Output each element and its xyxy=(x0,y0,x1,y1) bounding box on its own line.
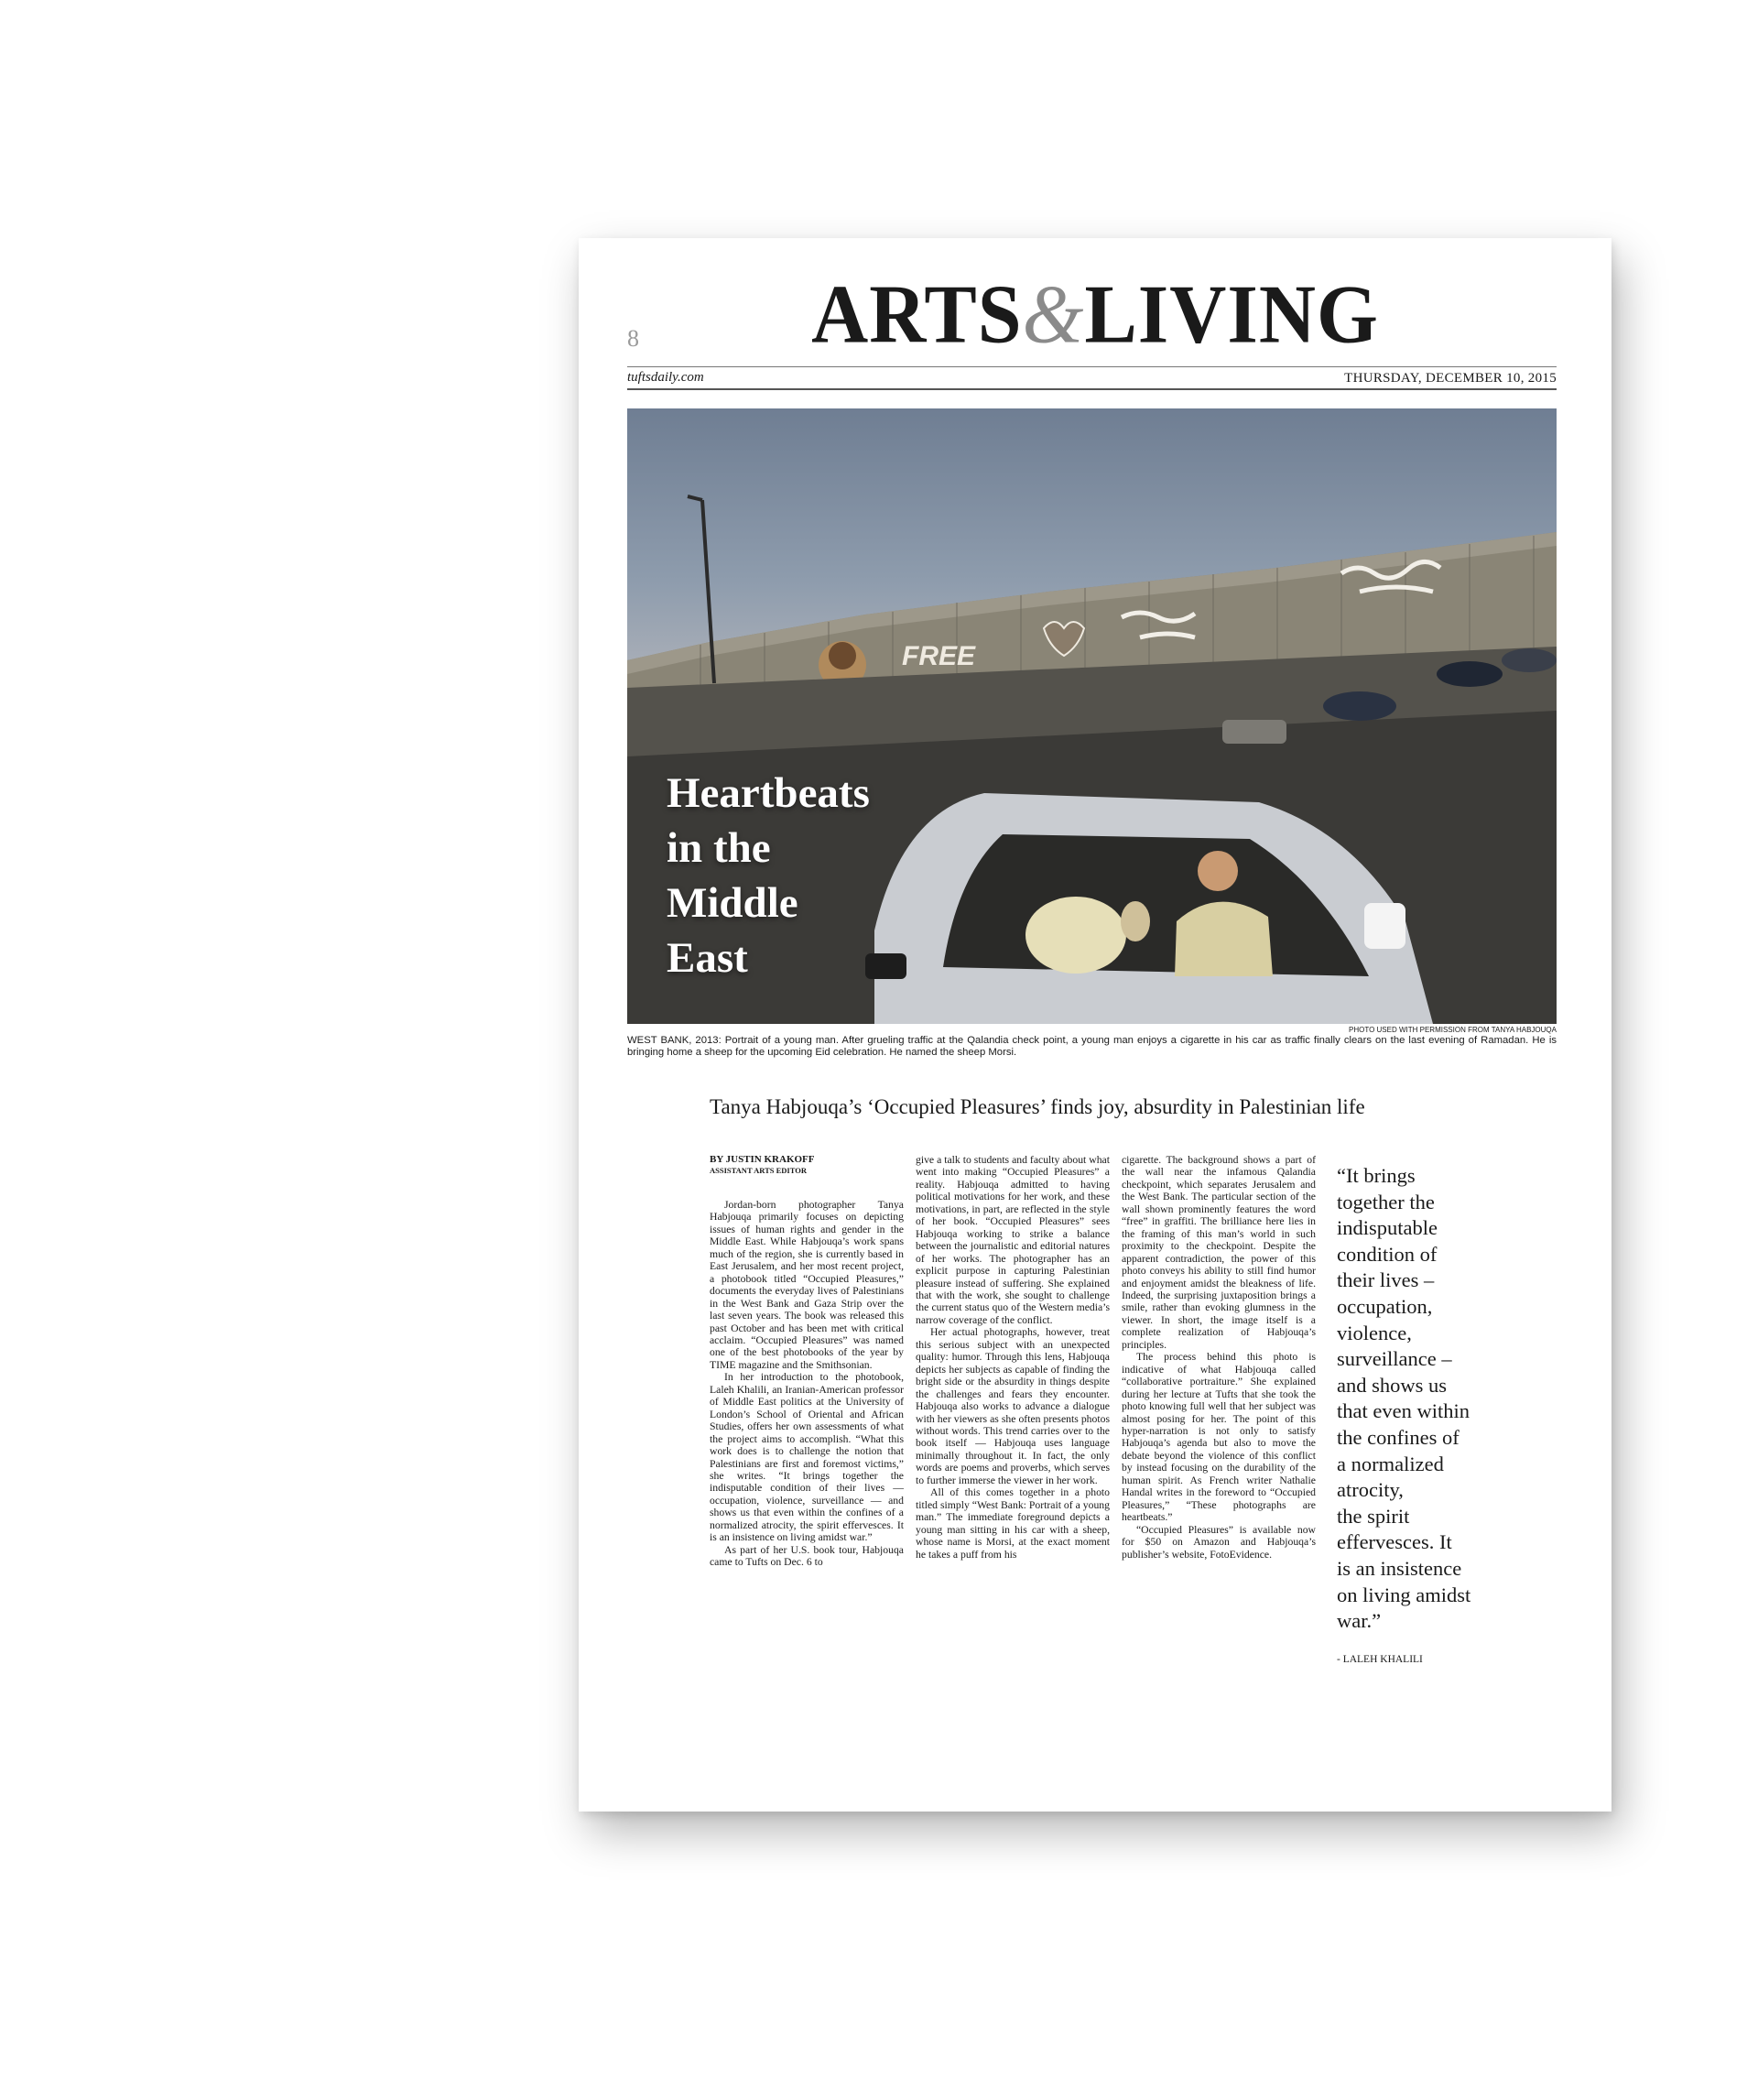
pull-quote-line: surveillance – xyxy=(1337,1347,1452,1371)
pull-quote-line: their lives – xyxy=(1337,1268,1435,1292)
photo-caption: WEST BANK, 2013: Portrait of a young man. After grueling traffic at the Qalandia check point, a young man enjoys a cigarette in his car as traffic finally clears on the last evening of Ramadan. He is bringing home a sheep for the upcoming Eid celebration. He named the sheep Morsi. xyxy=(627,1035,1557,1058)
pull-quote xyxy=(1337,1163,1497,1635)
pull-quote-line: condition of xyxy=(1337,1242,1438,1266)
pull-quote-line: atrocity, xyxy=(1337,1478,1404,1502)
pull-quote-line: together the xyxy=(1337,1190,1435,1213)
paragraph: All of this comes together in a photo titled simply “West Bank: Portrait of a young man.” The immediate foreground depicts a young man sitting in his car with a sheep, whose name is Morsi, at the exact moment he takes a puff from his xyxy=(916,1486,1110,1561)
paragraph: Her actual photographs, however, treat this serious subject with an unexpected quality: humor. Through this lens, Habjouqa depicts her subjects as capable of finding the bright side or the absurdity in things despite the challenges and fears they encounter. Habjouqa also works to advance a dialogue with her viewers as she often presents photos without words. This trend carries over to the book itself — Habjouqa uses language minimally throughout it. In fact, the only words are poems and proverbs, which serves to further immerse the viewer in her work. xyxy=(916,1326,1110,1486)
paragraph: In her introduction to the photobook, Laleh Khalili, an Iranian-American professor of Middle East politics at the University of London’s School of Oriental and African Studies, offers her own assessments of what the project aims to accomplish. “What this work does is to challenge the notion that Palestinians are first and foremost victims,” she writes. “It brings together the indisputable condition of their lives — occupation, violence, surveillance — and shows us that even within the confines of a normalized atrocity, the spirit effervesces. It is an insistence on living amidst war.” xyxy=(710,1371,904,1544)
website-link[interactable]: tuftsdaily.com xyxy=(627,370,704,385)
paragraph: cigarette. The background shows a part of the wall near the infamous Qalandia checkpoint, which separates Jerusalem and the West Bank. The particular section of the wall shown prominently features the word “free” in graffiti. The brilliance here lies in the framing of this man’s world in such proximity to the checkpoint. Despite the apparent contradiction, the power of this photo conveys his ability to still find humor and enjoyment amidst the bleakness of life. Indeed, the surprising juxtaposition brings a smile, rather than evoking glumness in the viewer. In short, the image itself is a complete realization of Habjouqa’s principles. xyxy=(1122,1154,1316,1351)
headline-line: in the xyxy=(667,824,771,872)
pull-quote-line: is an insistence xyxy=(1337,1556,1462,1580)
headline-line: East xyxy=(667,934,748,982)
masthead-rule-bottom xyxy=(627,388,1557,390)
graffiti-free-text: FREE xyxy=(902,641,976,671)
pull-quote-line: a normalized xyxy=(1337,1452,1444,1475)
pull-quote-line: war.” xyxy=(1337,1609,1382,1633)
young-man xyxy=(1198,851,1238,891)
masthead-rule-top xyxy=(627,366,1557,367)
paragraph: The process behind this photo is indicative of what Habjouqa called “collaborative portraiture.” She explained during her lecture at Tufts that she took the photo knowing full well that her subject was almost posing for her. The point of this hyper-narration is not only to satisfy Habjouqa’s agenda but also to move the debate beyond the violence of this conflict by instead focusing on the durability of the human spirit. As French writer Nathalie Handal writes in the foreword to “Occupied Pleasures,” “These photographs are heartbeats.” xyxy=(1122,1351,1316,1524)
pull-quote-line: “It brings xyxy=(1337,1164,1416,1187)
paragraph: Jordan-born photographer Tanya Habjouqa primarily focuses on depicting issues of human rights and gender in the Middle East. While Habjouqa’s work spans much of the region, she is currently based in East Jerusalem, and her most recent project, a photobook titled “Occupied Pleasures,” documents the everyday lives of Palestinians in the West Bank and Gaza Strip over the last seven years. The book was released this past October and has been met with critical acclaim. “Occupied Pleasures” was named one of the best photobooks of the year by TIME magazine and the Smithsonian. xyxy=(710,1199,904,1371)
article-deck: Tanya Habjouqa’s ‘Occupied Pleasures’ finds joy, absurdity in Palestinian life xyxy=(710,1095,1365,1118)
pull-quote-line: the spirit xyxy=(1337,1504,1410,1528)
pull-quote-line: indisputable xyxy=(1337,1216,1438,1240)
author-name: BY JUSTIN KRAKOFF xyxy=(710,1154,815,1165)
pull-quote-line: that even within xyxy=(1337,1399,1470,1423)
sheep xyxy=(1026,897,1126,974)
feature-photo xyxy=(627,408,1557,1024)
pull-quote-line: occupation, xyxy=(1337,1294,1433,1318)
masthead-arts: ARTS xyxy=(811,267,1023,361)
paragraph: As part of her U.S. book tour, Habjouqa came to Tufts on Dec. 6 to xyxy=(710,1543,904,1569)
byline xyxy=(710,1154,911,1176)
pull-quote-line: the confines of xyxy=(1337,1425,1460,1449)
photo-credit: PHOTO USED WITH PERMISSION FROM TANYA HABJOUQA xyxy=(1349,1026,1557,1034)
paragraph: “Occupied Pleasures” is available now for $50 on Amazon and Habjouqa’s publisher’s website, FotoEvidence. xyxy=(1122,1523,1316,1561)
article-column-2 xyxy=(916,1154,1110,1561)
pull-quote-attribution: - LALEH KHALILI xyxy=(1337,1654,1423,1665)
section-masthead xyxy=(579,267,1612,361)
masthead-ampersand: & xyxy=(1022,267,1085,361)
author-title: ASSISTANT ARTS EDITOR xyxy=(710,1166,807,1175)
paragraph: give a talk to students and faculty about what went into making “Occupied Pleasures” a reality. Habjouqa admitted to having political motivations for her work, and these motivations, in part, are reflected in the style of her book. “Occupied Pleasures” sees Habjouqa working to strike a balance between the journalistic and editorial natures of her works. The photographer has an explicit purpose in capturing Palestinian pleasure instead of suffering. She explained that with the work, she sought to challenge the current status quo of the Western media’s narrow coverage of the conflict. xyxy=(916,1154,1110,1326)
article-column-3 xyxy=(1122,1154,1316,1561)
pull-quote-line: violence, xyxy=(1337,1321,1412,1344)
issue-date: THURSDAY, DECEMBER 10, 2015 xyxy=(1344,371,1557,386)
headline-line: Middle xyxy=(667,879,798,927)
newspaper-page xyxy=(579,238,1612,1812)
article-column-1 xyxy=(710,1199,904,1569)
page-number: 8 xyxy=(627,325,639,352)
pull-quote-line: effervesces. It xyxy=(1337,1530,1452,1554)
headline-line: Heartbeats xyxy=(667,769,870,817)
feature-headline xyxy=(667,766,870,985)
pull-quote-line: and shows us xyxy=(1337,1373,1448,1397)
pull-quote-line: on living amidst xyxy=(1337,1583,1471,1606)
masthead-living: LIVING xyxy=(1084,267,1379,361)
